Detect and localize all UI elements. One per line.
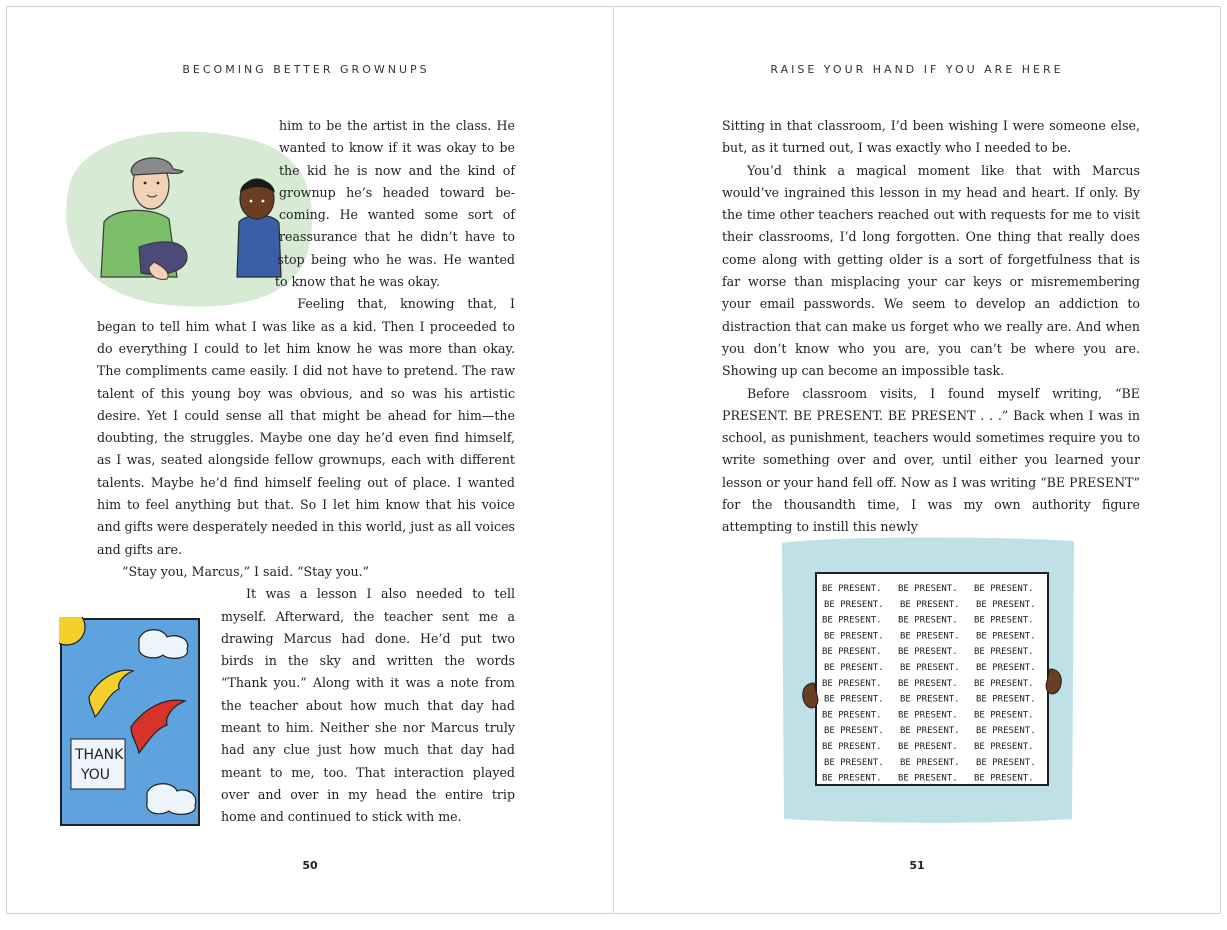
sign-phrase: BE PRESENT. [900, 599, 960, 610]
running-head-left: BECOMING BETTER GROWNUPS [182, 63, 430, 76]
sign-phrase: BE PRESENT. [822, 742, 882, 752]
sign-phrase: BE PRESENT. [822, 584, 882, 594]
sign-phrase: BE PRESENT. [822, 710, 882, 721]
right-paragraph-3: Before classroom visits, I found myself writing, “BE PRESENT. BE PRESENT. BE PRESENT . . .” Back when I was in school, as punishment, teachers would sometimes require you to write something over and over, until either you learned your lesson or your hand fell off. Now as I was writing “BE PRESENT” for the thousandth time, I was my own authority figure attempting to instill this newly [722, 385, 1140, 535]
be-present-sign-illustration [778, 535, 1078, 825]
sign-phrase: BE PRESENT. [900, 694, 960, 705]
sign-phrase: BE PRESENT. [976, 663, 1036, 673]
left-paragraph-1: him to be the artist in the class. He wanted to know if it was okay to be the kid he is now and the kind of grownup he’s headed toward becoming. He wanted some sort of reassurance that he didn’t have to stop being who he was. He wanted to know that he was okay. [274, 118, 515, 290]
sign-phrase: BE PRESENT. [976, 757, 1036, 768]
sign-phrase: BE PRESENT. [974, 678, 1034, 689]
sign-phrase: BE PRESENT. [824, 631, 884, 642]
right-text-column [722, 115, 1140, 539]
page-number-right: 51 [909, 859, 925, 872]
thank-you-card-illustration [59, 617, 203, 829]
running-head-right: RAISE YOUR HAND IF YOU ARE HERE [770, 63, 1064, 76]
sign-phrase: BE PRESENT. [898, 710, 958, 721]
right-paragraph-1: Sitting in that classroom, I’d been wishing I were someone else, but, as it turned out, I was exactly who I needed to be. [722, 118, 1140, 156]
sign-phrase: BE PRESENT. [974, 615, 1034, 626]
sign-phrase: BE PRESENT. [976, 726, 1036, 737]
sign-phrase: BE PRESENT. [898, 678, 958, 689]
sign-phrase: BE PRESENT. [974, 584, 1034, 594]
sign-phrase: BE PRESENT. [974, 773, 1034, 784]
sign-phrase: BE PRESENT. [824, 726, 884, 737]
page-number-left: 50 [302, 859, 318, 872]
sign-phrase: BE PRESENT. [824, 757, 884, 768]
sign-phrase: BE PRESENT. [822, 615, 882, 626]
sign-phrase: BE PRESENT. [822, 647, 882, 658]
sign-phrase: BE PRESENT. [898, 742, 958, 752]
sign-phrase: BE PRESENT. [900, 663, 960, 673]
sign-phrase: BE PRESENT. [976, 631, 1036, 642]
sign-phrase: BE PRESENT. [898, 647, 958, 658]
sign-phrase: BE PRESENT. [974, 742, 1034, 752]
figure-float-1 [53, 115, 273, 315]
book-spread [6, 6, 1221, 914]
card-text-you: YOU [81, 767, 111, 783]
left-paragraph-3: “Stay you, Marcus,” I said. “Stay you.” [122, 563, 370, 579]
sign-phrase: BE PRESENT. [976, 694, 1036, 705]
sign-phrase: BE PRESENT. [822, 678, 882, 689]
sign-phrase: BE PRESENT. [900, 631, 960, 642]
sign-phrase: BE PRESENT. [824, 599, 884, 610]
right-page [614, 7, 1220, 913]
sign-phrase: BE PRESENT. [976, 599, 1036, 610]
left-paragraph-2: Feeling that, knowing that, I began to tell him what I was like as a kid. Then I proceeded to do everything I could to let him know he was more than okay. The compliments came easily. I did not have to pretend. The raw talent of this young boy was obvious, and so was his artistic desire. Yet I could sense all that might be ahead for him—the doubting, the struggles. Maybe one day he’d even find himself, as I was, seated alongside fellow grownups, each with different talents. Maybe he’d find himself feeling out of place. I wanted him to feel anything but that. So I let him know that his voice and gifts were desperately needed in this world, just as all voices and gifts are. [97, 296, 516, 557]
sign-phrase: BE PRESENT. [974, 710, 1034, 721]
sign-phrase: BE PRESENT. [898, 584, 958, 594]
sign-phrase: BE PRESENT. [822, 773, 882, 784]
sign-phrase: BE PRESENT. [898, 615, 958, 626]
sign-phrase: BE PRESENT. [974, 647, 1034, 658]
left-paragraph-4: It was a lesson I also needed to tell myself. Afterward, the teacher sent me a drawing Marcus had done. He’d put two birds in the sky and written the words “Thank you.” Along with it was a note from the teacher about how much that day had meant to him. Neither she nor Marcus truly had any clue just how much that day had meant to me, too. That interaction played over and over in my head the entire trip home and continued to stick with me. [221, 586, 515, 825]
card-text-thank: THANK [75, 747, 124, 763]
sign-phrase: BE PRESENT. [900, 726, 960, 737]
left-page [7, 7, 613, 913]
sign-phrase: BE PRESENT. [824, 694, 884, 705]
right-paragraph-2: You’d think a magical moment like that with Marcus would’ve ingrained this lesson in my head and heart. If only. By the time other teachers reached out with requests for me to visit their classrooms, I’d long forgotten. One thing that really does come along with getting older is a sort of forgetfulness that is far worse than misplacing your car keys or misremembering your email passwords. We seem to develop an addiction to distraction that can make us forget who we really are. And when you don’t know who you are, you can’t be where you are. Showing up can become an impossible task. [722, 162, 1140, 379]
sign-phrase: BE PRESENT. [824, 663, 884, 673]
sign-phrase: BE PRESENT. [898, 773, 958, 784]
sign-phrase: BE PRESENT. [900, 757, 960, 768]
